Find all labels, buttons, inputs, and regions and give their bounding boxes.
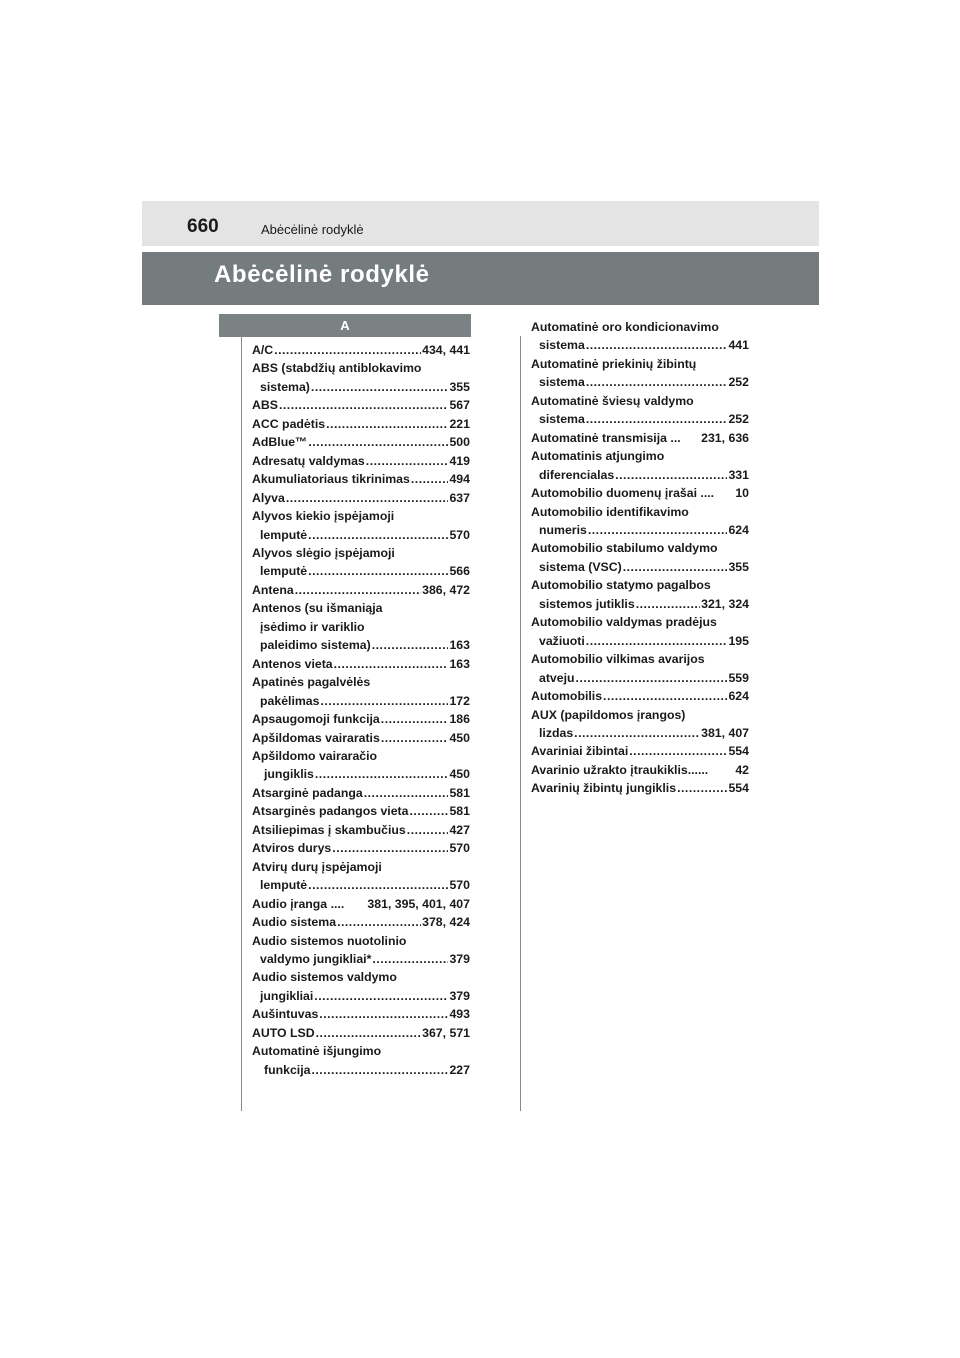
page-number: 660 bbox=[187, 216, 219, 237]
index-entry-text: Apšildomas vairaratis bbox=[252, 730, 380, 745]
index-entry-text: Apšildomo vairaračio bbox=[252, 748, 378, 763]
dot-leader bbox=[603, 687, 727, 705]
index-entry bbox=[531, 503, 749, 540]
dot-leader bbox=[586, 632, 728, 650]
dot-leader bbox=[407, 821, 449, 839]
index-entry bbox=[531, 742, 749, 760]
letter-heading-bar bbox=[219, 314, 471, 337]
index-entry-text: lizdas bbox=[539, 725, 574, 740]
dot-leader bbox=[366, 452, 449, 470]
index-entry-text: Audio sistema bbox=[252, 915, 337, 930]
dot-leader bbox=[308, 433, 448, 451]
index-entry-pages: 195 bbox=[728, 633, 749, 648]
dot-leader bbox=[586, 410, 728, 428]
index-entry-text: Akumuliatoriaus tikrinimas bbox=[252, 472, 410, 487]
index-entry-pages: 450 bbox=[449, 730, 470, 745]
index-entry-pages: 386, 472 bbox=[422, 582, 470, 597]
index-entry-text: A/C bbox=[252, 343, 274, 357]
index-entry-pages: 367, 571 bbox=[422, 1025, 470, 1040]
dot-leader bbox=[411, 470, 449, 488]
index-entry-text: Atvirų durų įspėjamoji bbox=[252, 859, 382, 874]
index-entry-text: Automobilio duomenų įrašai .... bbox=[531, 486, 715, 501]
index-entry-text: numeris bbox=[539, 522, 587, 537]
index-entry-text: įsėdimo ir variklio bbox=[260, 619, 365, 634]
dot-leader bbox=[372, 950, 448, 968]
index-entry-text: Antena bbox=[252, 582, 294, 597]
index-entry-pages: 570 bbox=[449, 841, 470, 856]
index-column-right bbox=[531, 318, 749, 798]
index-entry-text: Atsarginės padangos vieta bbox=[252, 804, 409, 819]
index-entry-text: lemputė bbox=[260, 564, 308, 579]
index-entry bbox=[252, 784, 470, 802]
index-entry-text: AUX (papildomos įrangos) bbox=[531, 707, 686, 722]
dot-leader bbox=[295, 581, 421, 599]
dot-leader bbox=[274, 341, 421, 359]
index-entry-pages: 231, 636 bbox=[701, 430, 749, 445]
dot-leader bbox=[372, 636, 449, 654]
index-entry bbox=[252, 839, 470, 857]
index-entry bbox=[252, 1042, 470, 1079]
index-entry-pages: 434, 441 bbox=[422, 343, 470, 357]
index-entry-text: važiuoti bbox=[539, 633, 585, 648]
dot-leader bbox=[586, 373, 728, 391]
index-entry-pages: 554 bbox=[728, 781, 749, 796]
dot-leader bbox=[308, 526, 448, 544]
index-entry-text: sistemos jutiklis bbox=[539, 596, 635, 611]
index-entry bbox=[531, 429, 749, 447]
index-entry bbox=[252, 470, 470, 488]
dot-leader bbox=[574, 724, 700, 742]
index-entry-text: Automatinė šviesų valdymo bbox=[531, 393, 694, 408]
index-entry-text: Antenos vieta bbox=[252, 656, 333, 671]
index-entry-text: Antenos (su išmaniąja bbox=[252, 601, 383, 616]
dot-leader bbox=[588, 521, 728, 539]
index-entry-text: Avariniai žibintai bbox=[531, 744, 629, 759]
index-entry-pages: 163 bbox=[449, 656, 470, 671]
dot-leader bbox=[315, 765, 449, 783]
index-entry-pages: 355 bbox=[728, 559, 749, 574]
index-entry bbox=[252, 913, 470, 931]
dot-leader bbox=[286, 489, 449, 507]
index-entry bbox=[531, 355, 749, 392]
index-entry-text: pakėlimas bbox=[260, 693, 320, 708]
index-entry bbox=[531, 761, 749, 779]
index-entry-pages: 172 bbox=[449, 693, 470, 708]
index-entry-pages: 227 bbox=[449, 1062, 470, 1077]
left-column-rule bbox=[241, 336, 242, 1111]
index-entry-text: Automatinė oro kondicionavimo bbox=[531, 320, 719, 334]
index-entry-text: Audio sistemos valdymo bbox=[252, 970, 397, 985]
index-entry bbox=[531, 706, 749, 743]
index-entry-pages: 559 bbox=[728, 670, 749, 685]
index-entry-text: ABS bbox=[252, 398, 278, 413]
index-entry bbox=[252, 396, 470, 414]
index-entry bbox=[531, 539, 749, 576]
index-entry-text: lemputė bbox=[260, 878, 308, 893]
index-entry bbox=[252, 359, 470, 396]
index-entry-text: Atsarginė padanga bbox=[252, 785, 363, 800]
index-entry-text: Automatinė priekinių žibintų bbox=[531, 356, 697, 371]
index-entry-text: jungiklis bbox=[264, 767, 314, 782]
index-entry-pages: 186 bbox=[449, 712, 470, 727]
index-entry-text: jungikliai bbox=[260, 988, 314, 1003]
dot-leader bbox=[381, 710, 449, 728]
index-entry-pages: 355 bbox=[449, 379, 470, 394]
index-entry-pages: 163 bbox=[449, 638, 470, 653]
index-entry bbox=[531, 650, 749, 687]
index-entry-text: Atsiliepimas į skambučius bbox=[252, 822, 406, 837]
index-entry-pages: 581 bbox=[449, 804, 470, 819]
letter-heading: A bbox=[340, 318, 350, 333]
index-entry-pages: 494 bbox=[449, 472, 470, 487]
index-entry-pages: 637 bbox=[449, 490, 470, 505]
dot-leader bbox=[308, 562, 448, 580]
index-entry-text: Atviros durys bbox=[252, 841, 332, 856]
dot-leader bbox=[319, 1005, 448, 1023]
dot-leader bbox=[576, 669, 728, 687]
index-entry-text: Aušintuvas bbox=[252, 1007, 319, 1022]
index-entry bbox=[531, 318, 749, 355]
index-entry bbox=[252, 452, 470, 470]
index-entry-pages: 581 bbox=[449, 785, 470, 800]
index-entry bbox=[252, 858, 470, 895]
running-header-bar bbox=[142, 201, 819, 246]
index-entry-text: Alyvos slėgio įspėjamoji bbox=[252, 545, 395, 560]
dot-leader bbox=[586, 336, 728, 354]
index-entry-text: sistema bbox=[539, 375, 585, 390]
index-entry bbox=[531, 447, 749, 484]
index-entry bbox=[252, 802, 470, 820]
index-entry-text: Apsaugomoji funkcija bbox=[252, 712, 380, 727]
index-entry-pages: 252 bbox=[728, 412, 749, 427]
index-entry-text: Audio įranga .... bbox=[252, 896, 345, 911]
index-entry-text: paleidimo sistema) bbox=[260, 638, 371, 653]
index-entry-pages: 500 bbox=[449, 435, 470, 450]
index-entry bbox=[252, 489, 470, 507]
index-column-left bbox=[252, 341, 470, 1079]
index-entry bbox=[252, 581, 470, 599]
index-entry-text: Avarinio užrakto įtraukiklis...... bbox=[531, 762, 709, 777]
right-column-rule bbox=[520, 336, 521, 1111]
dot-leader bbox=[636, 595, 700, 613]
dot-leader bbox=[381, 729, 449, 747]
index-entry-text: ABS (stabdžių antiblokavimo bbox=[252, 361, 422, 376]
index-entry-text: Adresatų valdymas bbox=[252, 453, 365, 468]
running-title: Abėcėlinė rodyklė bbox=[261, 222, 364, 237]
dot-leader bbox=[320, 692, 448, 710]
index-entry-text: Avarinių žibintų jungiklis bbox=[531, 781, 677, 796]
dot-leader bbox=[326, 415, 448, 433]
index-entry-text: valdymo jungikliai* bbox=[260, 951, 372, 966]
index-entry-text: Automatinė transmisija ... bbox=[531, 430, 681, 445]
index-entry bbox=[252, 932, 470, 969]
index-entry-pages: 624 bbox=[728, 522, 749, 537]
dot-leader bbox=[615, 466, 727, 484]
index-entry-pages: 441 bbox=[728, 338, 749, 353]
index-entry-pages: 221 bbox=[449, 416, 470, 431]
index-entry bbox=[252, 415, 470, 433]
index-entry bbox=[531, 392, 749, 429]
dot-leader bbox=[311, 378, 449, 396]
index-entry bbox=[252, 599, 470, 654]
index-entry bbox=[252, 895, 470, 913]
dot-leader bbox=[279, 396, 449, 414]
index-entry-text: AdBlue™ bbox=[252, 435, 308, 450]
index-entry-pages: 570 bbox=[449, 527, 470, 542]
index-entry-text: funkcija bbox=[264, 1062, 311, 1077]
index-entry-text: Alyvos kiekio įspėjamoji bbox=[252, 509, 395, 524]
index-entry-text: Automobilio valdymas pradėjus bbox=[531, 615, 717, 630]
dot-leader bbox=[334, 655, 449, 673]
index-entry-text: Automobilis bbox=[531, 689, 603, 704]
dot-leader bbox=[364, 784, 449, 802]
index-entry bbox=[252, 544, 470, 581]
index-entry-pages: 252 bbox=[728, 375, 749, 390]
dot-leader bbox=[308, 876, 448, 894]
index-entry-pages: 381, 407 bbox=[701, 725, 749, 740]
dot-leader bbox=[629, 742, 727, 760]
index-entry-pages: 624 bbox=[728, 689, 749, 704]
index-entry-text: ACC padėtis bbox=[252, 416, 326, 431]
index-entry-text: Automatinė išjungimo bbox=[252, 1044, 382, 1059]
index-entry-pages: 378, 424 bbox=[422, 915, 470, 930]
index-entry-pages: 331 bbox=[728, 467, 749, 482]
index-entry-pages: 567 bbox=[449, 398, 470, 413]
index-entry bbox=[252, 821, 470, 839]
dot-leader bbox=[677, 779, 727, 797]
index-entry bbox=[252, 433, 470, 451]
dot-leader bbox=[311, 1061, 448, 1079]
index-entry bbox=[252, 729, 470, 747]
index-entry-text: Automatinis atjungimo bbox=[531, 449, 665, 464]
index-entry-pages: 42 bbox=[735, 762, 749, 777]
index-entry-text: Automobilio vilkimas avarijos bbox=[531, 652, 705, 667]
index-entry-text: Audio sistemos nuotolinio bbox=[252, 933, 407, 948]
index-entry-text: sistema) bbox=[260, 379, 310, 394]
index-entry bbox=[531, 484, 749, 502]
dot-leader bbox=[316, 1024, 421, 1042]
index-entry-pages: 493 bbox=[449, 1007, 470, 1022]
index-entry-pages: 10 bbox=[735, 486, 749, 501]
index-entry bbox=[252, 1024, 470, 1042]
index-entry-text: lemputė bbox=[260, 527, 308, 542]
section-title: Abėcėlinė rodyklė bbox=[214, 261, 430, 288]
index-entry bbox=[252, 1005, 470, 1023]
index-entry-text: Apatinės pagalvėlės bbox=[252, 675, 371, 690]
index-entry bbox=[252, 710, 470, 728]
index-entry-text: sistema bbox=[539, 412, 585, 427]
index-entry-pages: 570 bbox=[449, 878, 470, 893]
dot-leader bbox=[623, 558, 728, 576]
index-entry-text: sistema (VSC) bbox=[539, 559, 622, 574]
index-entry bbox=[252, 747, 470, 784]
index-entry bbox=[252, 968, 470, 1005]
index-entry bbox=[531, 613, 749, 650]
index-entry bbox=[252, 655, 470, 673]
index-entry-text: diferencialas bbox=[539, 467, 615, 482]
index-entry-text: Automobilio statymo pagalbos bbox=[531, 578, 711, 593]
index-entry-pages: 554 bbox=[728, 744, 749, 759]
index-entry-pages: 321, 324 bbox=[701, 596, 749, 611]
index-entry-pages: 427 bbox=[449, 822, 470, 837]
index-entry-pages: 379 bbox=[449, 988, 470, 1003]
dot-leader bbox=[410, 802, 449, 820]
dot-leader bbox=[332, 839, 448, 857]
index-entry-pages: 379 bbox=[449, 951, 470, 966]
index-entry-pages: 566 bbox=[449, 564, 470, 579]
index-entry-pages: 419 bbox=[449, 453, 470, 468]
dot-leader bbox=[337, 913, 421, 931]
index-entry bbox=[252, 507, 470, 544]
index-entry bbox=[531, 687, 749, 705]
index-entry-text: Automobilio identifikavimo bbox=[531, 504, 689, 519]
index-entry bbox=[531, 779, 749, 797]
dot-leader bbox=[314, 987, 448, 1005]
index-entry-text: Automobilio stabilumo valdymo bbox=[531, 541, 718, 556]
index-entry-text: sistema bbox=[539, 338, 585, 353]
index-entry-pages: 450 bbox=[449, 767, 470, 782]
index-entry-text: AUTO LSD bbox=[252, 1025, 315, 1040]
index-entry bbox=[252, 673, 470, 710]
index-entry-text: Alyva bbox=[252, 490, 285, 505]
index-entry-pages: 381, 395, 401, 407 bbox=[367, 896, 470, 911]
index-entry bbox=[252, 341, 470, 359]
index-entry-text: atveju bbox=[539, 670, 575, 685]
index-entry bbox=[531, 576, 749, 613]
